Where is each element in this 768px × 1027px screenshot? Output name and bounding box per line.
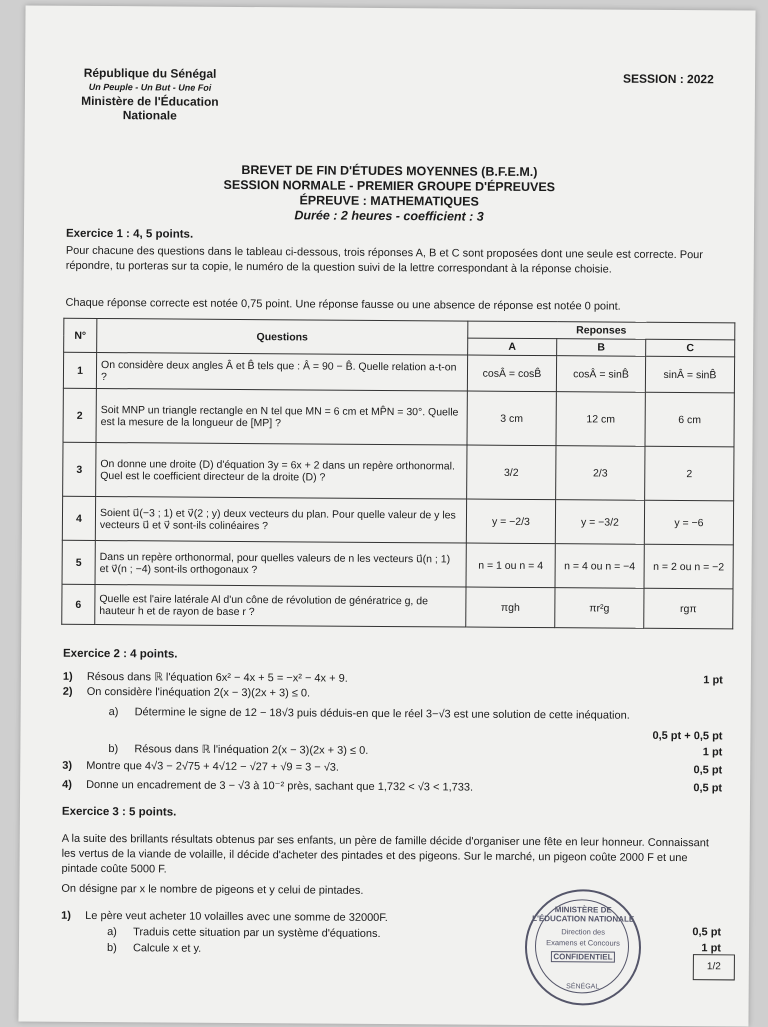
exercise-2-q3: [62, 760, 722, 777]
question-text: Soit MNP un triangle rectangle en N tel que MN = 6 cm et MP̂N = 30°. Quelle est la mesure de la longueur de [MP] ?: [96, 388, 467, 445]
exercise-3-title: Exercice 3 : 5 points.: [61, 805, 177, 819]
item-number: b): [106, 942, 117, 955]
answer-b: πr²g: [555, 588, 644, 629]
item-number: 3): [62, 759, 73, 772]
col-header-b: B: [557, 339, 646, 357]
col-header-questions: Questions: [97, 318, 468, 355]
item-points: 1 pt: [702, 746, 723, 759]
answer-b: cosÂ = sinB̂: [556, 356, 645, 393]
answer-a: y = −2/3: [466, 499, 555, 544]
answer-b: 12 cm: [556, 392, 645, 447]
exercise-1-scoring: Chaque réponse correcte est notée 0,75 point. Une réponse fausse ou une absence de réponse est notée 0 point.: [65, 296, 621, 313]
item-number: 2): [62, 685, 73, 698]
exercise-2-title: Exercice 2 : 4 points.: [62, 647, 178, 661]
item-text: Traduis cette situation par un système d'équations.: [133, 926, 381, 940]
question-text: Quelle est l'aire latérale Al d'un cône de révolution de génératrice g, de hauteur h et de rayon de base r ?: [95, 584, 466, 627]
item-number: a): [108, 706, 119, 719]
item-text: Donne un encadrement de 3 − √3 à 10⁻² près, sachant que 1,732 < √3 < 1,733.: [86, 778, 474, 794]
exercise-1-intro: Pour chacune des questions dans le tableau ci-dessous, trois réponses A, B et C sont proposées dont une seule est correcte. Pour répondre, tu porteras sur ta copie, le numéro de la question suivi de la lettre correspondant à la réponse choisie.: [65, 244, 704, 276]
exercise-3-q1a: [107, 926, 507, 941]
issuer-header: [65, 66, 235, 123]
col-header-answers: Reponses: [468, 321, 735, 340]
question-text: On considère deux angles Â et B̂ tels que : Â = 90 − B̂. Quelle relation a-t-on ?: [96, 352, 467, 391]
question-number: 2: [63, 388, 96, 442]
item-number: 4): [62, 778, 72, 791]
answer-a: 3 cm: [467, 391, 556, 446]
ministry-name: Ministère de l'Éducation Nationale: [81, 93, 219, 123]
mcq-table: [61, 318, 735, 630]
exercise-3-intro: A la suite des brillants résultats obtenus par ses enfants, un père de famille décide d'organiser une fête en leur honneur. Connaissant les vertus de la viande de volaille, il décide d'acheter des pintades et des pigeons. Sur le marché, un pigeon coûte 2000 F et une pintade coûte 5000 F.: [61, 832, 709, 876]
answer-b: n = 4 ou n = −4: [555, 544, 644, 589]
national-motto: Un Peuple - Un But - Une Foi: [88, 81, 212, 93]
exercise-2-q2a-points: [63, 726, 723, 743]
question-number: 1: [63, 352, 96, 388]
table-row: [62, 496, 733, 545]
item-number: 1): [61, 909, 72, 922]
stamp-line-2: Examens et Concours: [546, 938, 620, 948]
item-points: 0,5 pt: [693, 764, 723, 777]
item-points: 0,5 pt: [692, 926, 722, 939]
stamp-top-text: MINISTÈRE DE L'ÉDUCATION NATIONALE: [532, 905, 635, 924]
item-text: Calcule x et y.: [132, 942, 202, 955]
page-number: 1/2: [693, 954, 735, 980]
answer-a: cosÂ = cosB̂: [467, 355, 556, 392]
question-text: On donne une droite (D) d'équation 3y = 6x + 2 dans un repère orthonormal. Quel est le coefficient directeur de la droite (D) ?: [96, 442, 467, 499]
col-header-c: C: [646, 339, 735, 357]
item-text: Le père veut acheter 10 volailles avec une somme de 32000F.: [85, 909, 388, 925]
answer-a: πgh: [466, 587, 555, 628]
col-header-a: A: [468, 338, 557, 356]
question-number: 6: [62, 584, 95, 624]
exercise-3-q1: [61, 910, 481, 925]
item-text: Résous dans ℝ l'inéquation 2(x − 3)(2x + 3) ≤ 0.: [134, 743, 369, 757]
answer-a: n = 1 ou n = 4: [466, 543, 555, 588]
item-text: Montre que 4√3 − 2√75 + 4√12 − √27 + √9 = 3 − √3.: [86, 759, 340, 774]
item-points: 1 pt: [703, 674, 723, 687]
answer-c: sinÂ = sinB̂: [645, 356, 734, 393]
item-points: 1 pt: [701, 942, 722, 955]
exercise-2-q1: [63, 670, 723, 688]
item-number: 1): [62, 670, 73, 683]
exercise-2-q2b: [108, 742, 722, 759]
exam-duration: Durée : 2 heures - coefficient : 3: [294, 208, 484, 224]
answer-a: 3/2: [467, 445, 556, 500]
table-row: [63, 352, 734, 393]
stamp-bottom-text: SÉNÉGAL: [566, 983, 600, 991]
exercise-2-q2a: [109, 706, 723, 722]
confidential-stamp: [525, 889, 642, 1006]
item-text: Résous dans ℝ l'équation 6x² − 4x + 5 = −x² − 4x + 9.: [86, 670, 348, 685]
exam-subject: ÉPREUVE : MATHEMATIQUES: [299, 193, 479, 209]
item-number: a): [107, 926, 117, 939]
country-name: République du Sénégal: [83, 65, 217, 81]
answer-b: y = −3/2: [555, 500, 644, 545]
question-number: 5: [62, 540, 95, 584]
question-text: Soient u⃗(−3 ; 1) et v⃗(2 ; y) deux vecteurs du plan. Pour quelle valeur de y les vecteurs u⃗ et v⃗ sont-ils colinéaires ?: [95, 496, 466, 543]
col-header-num: N°: [64, 318, 97, 352]
question-number: 4: [62, 496, 95, 540]
answer-b: 2/3: [556, 446, 645, 501]
item-text: On considère l'inéquation 2(x − 3)(2x + 3) ≤ 0.: [86, 685, 311, 700]
item-text: Détermine le signe de 12 − 18√3 puis déduis-en que le réel 3−√3 est une solution de cette inéquation.: [134, 706, 630, 722]
exam-session: SESSION NORMALE - PREMIER GROUPE D'ÉPREUVES: [223, 177, 556, 195]
question-text: Dans un repère orthonormal, pour quelles valeurs de n les vecteurs u⃗(n ; 1) et v⃗(n ; −4) sont-ils orthogonaux ?: [95, 540, 466, 587]
answer-c: rgπ: [644, 588, 733, 629]
answer-c: 2: [645, 446, 734, 501]
table-row: [63, 442, 734, 501]
answer-c: 6 cm: [645, 392, 734, 447]
table-row: [62, 540, 733, 589]
exercise-3-q1b: [107, 942, 507, 957]
exercise-1-title: Exercice 1 : 4, 5 points.: [65, 227, 194, 241]
stamp-line-1: Direction des: [561, 927, 606, 937]
exercise-2-q2: [63, 686, 723, 703]
exercise-2-q4: [62, 778, 722, 796]
item-points: 0,5 pt + 0,5 pt: [652, 729, 723, 743]
session-label: SESSION : 2022: [623, 71, 714, 87]
exam-title-block: [174, 163, 604, 226]
stamp-confidential: CONFIDENTIEL: [551, 951, 615, 962]
answer-c: n = 2 ou n = −2: [644, 544, 733, 589]
table-row: [63, 388, 734, 447]
item-points: 0,5 pt: [693, 782, 723, 795]
answer-c: y = −6: [644, 500, 733, 545]
exam-title: BREVET DE FIN D'ÉTUDES MOYENNES (B.F.E.M.): [241, 162, 538, 180]
item-number: b): [108, 743, 119, 756]
table-row: [62, 584, 733, 629]
exam-page: [18, 5, 755, 1026]
exercise-3-variables: On désigne par x le nombre de pigeons et y celui de pintades.: [61, 882, 364, 897]
question-number: 3: [63, 442, 96, 496]
